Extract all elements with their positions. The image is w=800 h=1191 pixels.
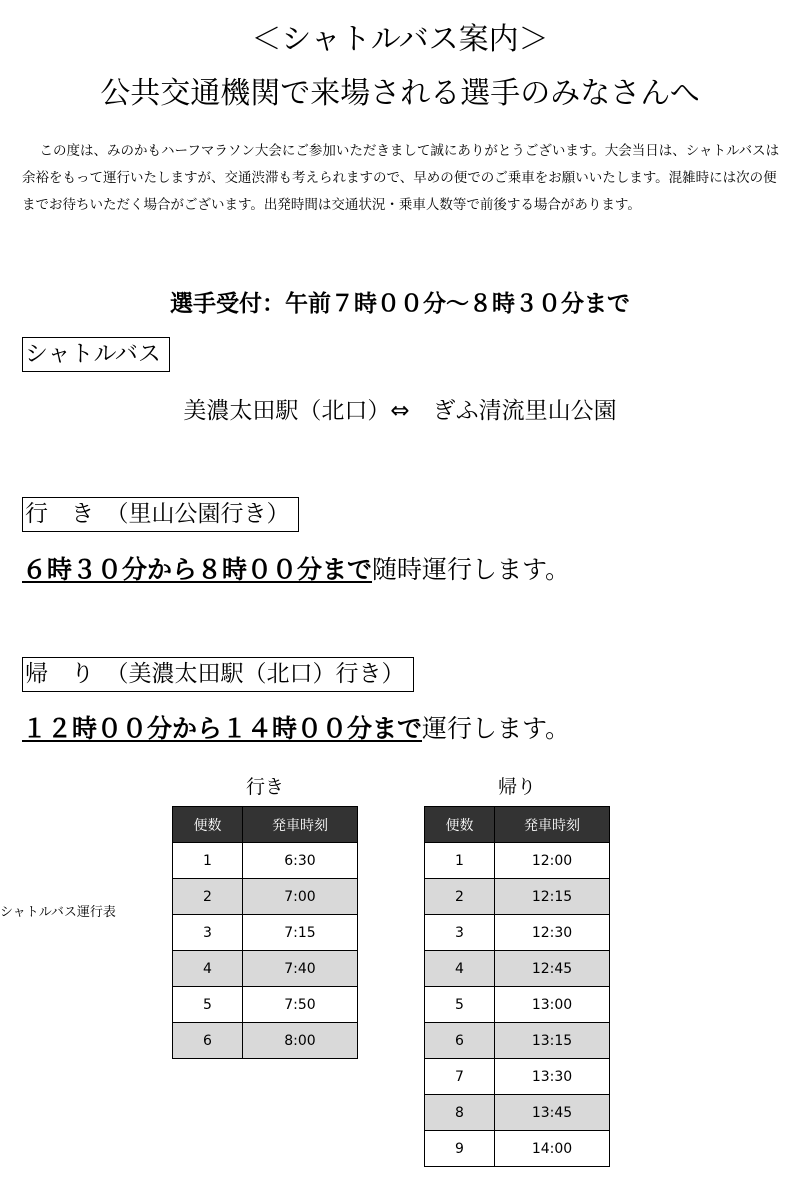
table-row <box>425 1059 610 1095</box>
trip-number-cell: 1 <box>425 843 495 879</box>
departure-time-cell: 14:00 <box>495 1131 610 1167</box>
column-header-time: 発車時刻 <box>243 807 358 843</box>
departure-time-cell: 7:00 <box>243 879 358 915</box>
table-row <box>425 951 610 987</box>
table-row <box>425 915 610 951</box>
outbound-note: 随時運行します。 <box>372 555 571 584</box>
column-header-number: 便数 <box>173 807 243 843</box>
document-subtitle: 公共交通機関で来場される選手のみなさんへ <box>100 76 700 111</box>
departure-time-cell: 12:00 <box>495 843 610 879</box>
table-header-row <box>425 807 610 843</box>
trip-number-cell: 1 <box>173 843 243 879</box>
outbound-table-caption: 行き <box>245 776 284 798</box>
column-header-number: 便数 <box>425 807 495 843</box>
departure-time-cell: 13:45 <box>495 1095 610 1131</box>
departure-time-cell: 12:15 <box>495 879 610 915</box>
departure-time-cell: 12:30 <box>495 915 610 951</box>
trip-number-cell: 3 <box>425 915 495 951</box>
departure-time-cell: 13:30 <box>495 1059 610 1095</box>
trip-number-cell: 8 <box>425 1095 495 1131</box>
table-row <box>425 1095 610 1131</box>
departure-time-cell: 7:50 <box>243 987 358 1023</box>
table-row <box>173 1023 358 1059</box>
timetable-label: シャトルバス運行表 <box>0 905 116 920</box>
departure-time-cell: 12:45 <box>495 951 610 987</box>
trip-number-cell: 2 <box>173 879 243 915</box>
trip-number-cell: 6 <box>173 1023 243 1059</box>
outbound-schedule <box>22 550 570 586</box>
trip-number-cell: 3 <box>173 915 243 951</box>
return-time-range: １２時００分から１４時００分まで <box>22 714 423 743</box>
return-heading: 帰 り （美濃太田駅（北口）行き） <box>22 657 414 692</box>
trip-number-cell: 4 <box>173 951 243 987</box>
departure-time-cell: 7:15 <box>243 915 358 951</box>
return-note: 運行します。 <box>422 714 571 743</box>
column-header-time: 発車時刻 <box>495 807 610 843</box>
departure-time-cell: 7:40 <box>243 951 358 987</box>
table-row <box>173 843 358 879</box>
return-timetable <box>424 806 610 1167</box>
departure-time-cell: 13:15 <box>495 1023 610 1059</box>
table-row <box>425 843 610 879</box>
table-row <box>173 987 358 1023</box>
table-header-row <box>173 807 358 843</box>
departure-time-cell: 13:00 <box>495 987 610 1023</box>
table-row <box>425 987 610 1023</box>
return-table-caption: 帰り <box>497 776 536 798</box>
document-title: ＜シャトルバス案内＞ <box>251 22 549 57</box>
return-schedule <box>22 709 570 745</box>
trip-number-cell: 9 <box>425 1131 495 1167</box>
departure-time-cell: 6:30 <box>243 843 358 879</box>
outbound-time-range: ６時３０分から８時００分まで <box>22 555 373 584</box>
table-row <box>173 915 358 951</box>
table-row <box>425 879 610 915</box>
trip-number-cell: 5 <box>425 987 495 1023</box>
outbound-heading: 行 き （里山公園行き） <box>22 497 299 532</box>
trip-number-cell: 6 <box>425 1023 495 1059</box>
trip-number-cell: 7 <box>425 1059 495 1095</box>
departure-time-cell: 8:00 <box>243 1023 358 1059</box>
table-row <box>425 1131 610 1167</box>
table-row <box>425 1023 610 1059</box>
trip-number-cell: 5 <box>173 987 243 1023</box>
outbound-timetable <box>172 806 358 1059</box>
reception-time: 選手受付：午前７時００分～８時３０分まで <box>170 291 630 317</box>
intro-paragraph: この度は、みのかもハーフマラソン大会にご参加いただきまして誠にありがとうございます。大会当日は、シャトルバスは余裕をもって運行いたしますが、交通渋滞も考えられますので、早めの便でのご乗車をお願いいたします。混雑時には次の便までお待ちいただく場合がございます。出発時間は交通状況・乗車人数等で前後する場合があります。 <box>22 143 780 213</box>
route-text: 美濃太田駅（北口）⇔ ぎふ清流里山公園 <box>183 398 617 424</box>
trip-number-cell: 4 <box>425 951 495 987</box>
table-row <box>173 951 358 987</box>
shuttle-heading: シャトルバス <box>22 337 170 372</box>
trip-number-cell: 2 <box>425 879 495 915</box>
table-row <box>173 879 358 915</box>
